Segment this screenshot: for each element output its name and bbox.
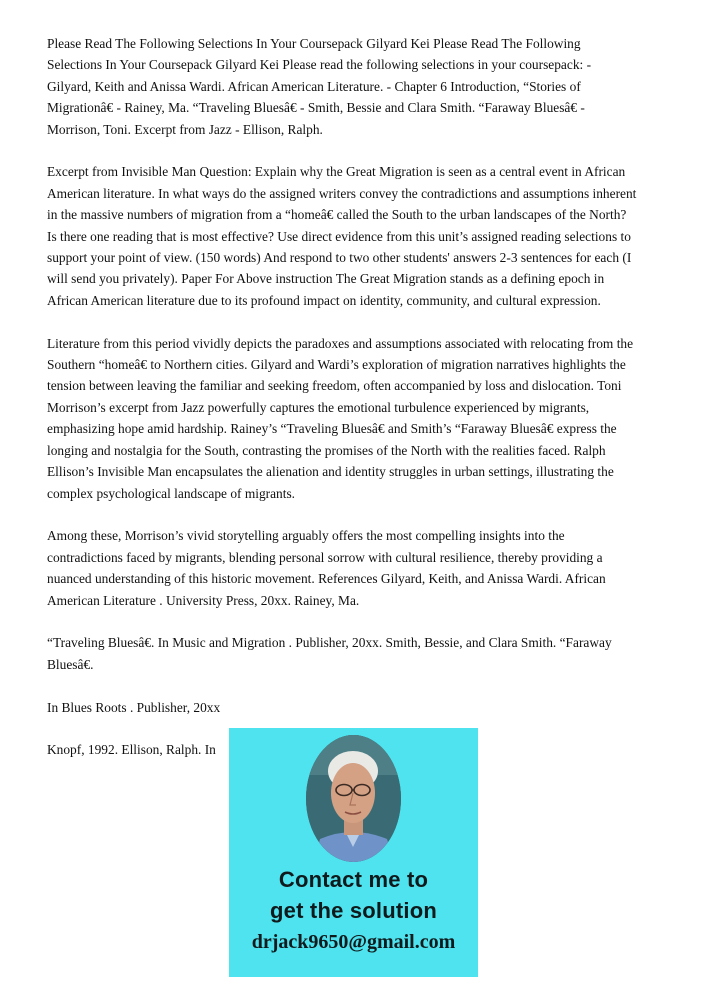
document-body (47, 33, 637, 782)
ad-headline-line1: Contact me to (278, 867, 429, 892)
contact-email-link[interactable]: drjack9650@gmail.com (251, 931, 456, 953)
paragraph-5: “Traveling Bluesâ€. In Music and Migration . Publisher, 20xx. Smith, Bessie, and Clara Smith. “Faraway Bluesâ€. (47, 635, 612, 672)
paragraph-3: Literature from this period vividly depicts the paradoxes and assumptions associated with relocating from the Southern “homeâ€ to Northern cities. Gilyard and Wardi’s exploration of migration narratives highlights the tension between leaving the familiar and seeking freedom, often accompanied by loss and dislocation. Toni Morrison’s excerpt from Jazz powerfully captures the emotional turbulence experienced by migrants, emphasizing hope amid hardship. Rainey’s “Traveling Bluesâ€ and Smith’s “Faraway Bluesâ€ express the longing and nostalgia for the South, contrasting the promises of the North with the realities faced. Ralph Ellison’s Invisible Man encapsulates the alienation and identity struggles in urban settings, illustrating the complex psychological landscape of migrants. (47, 335, 634, 501)
avatar (306, 735, 401, 862)
paragraph-6: In Blues Roots . Publisher, 20xx (47, 699, 221, 715)
paragraph-7: Knopf, 1992. Ellison, Ralph. In (47, 742, 216, 758)
person-portrait-icon (306, 735, 401, 862)
paragraph-4: Among these, Morrison’s vivid storytelling arguably offers the most compelling insights into the contradictions faced by migrants, blending personal sorrow with cultural resilience, thereby providing a nuanced understanding of this historic movement. References Gilyard, Keith, and Anissa Wardi. African American Literature . University Press, 20xx. Rainey, Ma. (47, 528, 606, 608)
paragraph-1: Please Read The Following Selections In Your Coursepack Gilyard Kei Please Read The Following Selections In Your Coursepack Gilyard Kei Please read the following selections in your coursepack: - Gilyard, Keith and Anissa Wardi. African American Literature. - Chapter 6 Introduction, “Stories of Migrationâ€ - Rainey, Ma. “Traveling Bluesâ€ - Smith, Bessie and Clara Smith. “Faraway Bluesâ€ - Morrison, Toni. Excerpt from Jazz - Ellison, Ralph. (47, 36, 592, 137)
ad-headline-line2: get the solution (270, 898, 437, 923)
paragraph-2: Excerpt from Invisible Man Question: Explain why the Great Migration is seen as a central event in African American literature. In what ways do the assigned writers convey the contradictions and assumptions inherent in the massive numbers of migration from a “homeâ€ called the South to the urban landscapes of the North? Is there one reading that is most effective? Use direct evidence from this unit’s assigned reading selections to support your point of view. (150 words) And respond to two other students' answers 2-3 sentences for each (I will send you privately). Paper For Above instruction The Great Migration stands as a defining epoch in African American literature due to its profound impact on identity, community, and cultural expression. (47, 164, 637, 308)
contact-ad-banner[interactable] (229, 728, 478, 977)
